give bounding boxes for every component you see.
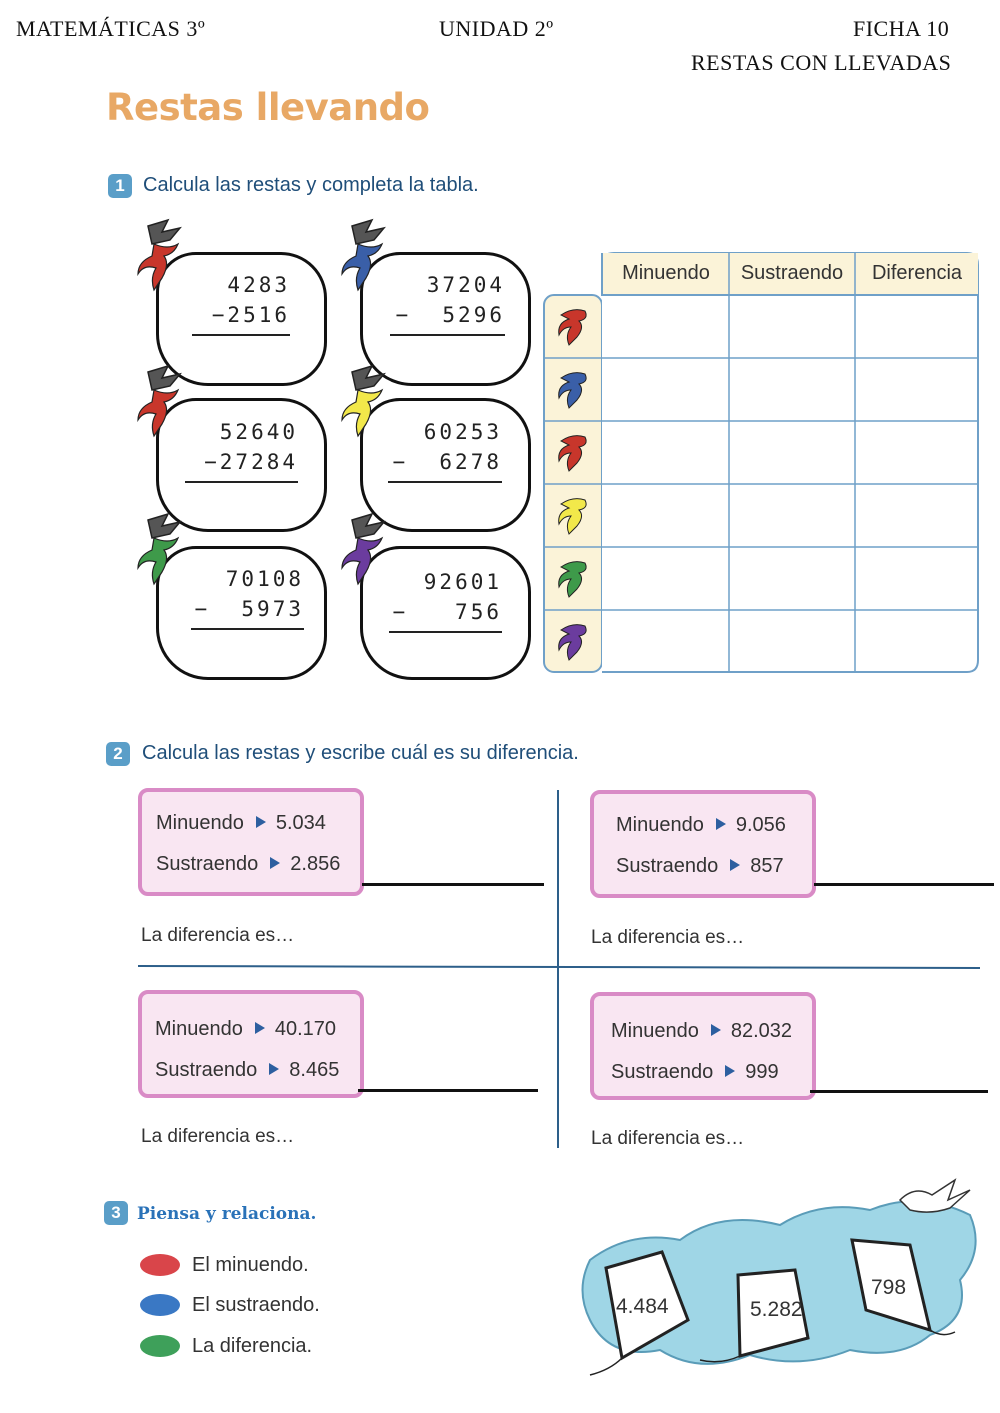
row-ribbon-icon: [555, 494, 595, 538]
seagull-icon: [900, 1180, 970, 1212]
row-ribbon-icon: [555, 368, 595, 412]
difference-prompt-2: La diferencia es…: [591, 927, 745, 948]
subtraction-card-3: [138, 990, 364, 1098]
unit-label: UNIDAD 2º: [439, 16, 554, 41]
subtrahend-row: [616, 855, 784, 878]
answer-cell[interactable]: [603, 423, 727, 483]
minuend-row: [155, 1018, 336, 1041]
arrow-right-icon: [711, 1024, 721, 1036]
subject-label: MATEMÁTICAS 3º: [16, 16, 206, 41]
answer-cell[interactable]: [729, 612, 853, 672]
answer-cell[interactable]: [855, 612, 979, 672]
arrow-right-icon: [725, 1065, 735, 1077]
section-1-instruction: Calcula las restas y completa la tabla.: [143, 174, 479, 196]
results-table: [543, 251, 980, 674]
result-rule: [185, 481, 298, 483]
arrow-right-icon: [269, 1063, 279, 1075]
blue-color-blob[interactable]: [140, 1294, 180, 1316]
arrow-right-icon: [716, 818, 726, 830]
minuend-value: 9.056: [735, 814, 786, 836]
row-ribbon-icon: [555, 305, 595, 349]
arrow-right-icon: [255, 1022, 265, 1034]
option-minuend: El minuendo.: [192, 1254, 309, 1276]
kite-value-2: 5.282: [750, 1298, 803, 1321]
minuend-number: 52640: [219, 420, 298, 444]
subtrahend-number: − 5973: [194, 597, 304, 621]
minuend-row: [611, 1020, 792, 1043]
minuend-number: 4283: [227, 273, 290, 297]
section-3-badge: 3: [104, 1201, 128, 1225]
subtrahend-number: −2516: [211, 303, 290, 327]
green-color-blob[interactable]: [140, 1335, 180, 1357]
kite-value-1: 4.484: [616, 1295, 669, 1318]
option-subtrahend: El sustraendo.: [192, 1294, 320, 1316]
result-rule: [389, 631, 502, 633]
answer-cell[interactable]: [729, 297, 853, 357]
minuend-row: [156, 812, 326, 835]
result-rule: [390, 334, 505, 336]
answer-cell[interactable]: [603, 612, 727, 672]
option-difference: La diferencia.: [192, 1335, 313, 1357]
subtrahend-label: Sustraendo: [155, 1059, 258, 1081]
answer-cell[interactable]: [729, 486, 853, 546]
section-2-badge: 2: [106, 742, 130, 766]
minuend-label: Minuendo: [611, 1020, 699, 1042]
worksheet-number: FICHA 10: [853, 16, 950, 41]
subtrahend-row: [155, 1059, 339, 1082]
minuend-number: 70108: [225, 567, 304, 591]
answer-cell[interactable]: [855, 297, 979, 357]
result-rule: [191, 628, 304, 630]
subtrahend-number: − 6278: [392, 450, 502, 474]
subtrahend-number: − 5296: [395, 303, 505, 327]
result-rule: [388, 481, 502, 483]
arrow-right-icon: [270, 857, 280, 869]
subtrahend-number: − 756: [392, 600, 502, 624]
subtrahend-label: Sustraendo: [611, 1061, 714, 1083]
minuend-number: 60253: [423, 420, 502, 444]
subtrahend-label: Sustraendo: [616, 855, 719, 877]
answer-cell[interactable]: [729, 360, 853, 420]
answer-cell[interactable]: [855, 360, 979, 420]
answer-cell[interactable]: [603, 486, 727, 546]
subtrahend-value: 8.465: [289, 1059, 340, 1081]
minuend-label: Minuendo: [155, 1018, 243, 1040]
answer-cell[interactable]: [855, 549, 979, 609]
row-ribbon-icon: [555, 557, 595, 601]
subtraction-card-1: [138, 788, 364, 896]
minuend-value: 5.034: [275, 812, 326, 834]
answer-cell[interactable]: [603, 360, 727, 420]
answer-line-4[interactable]: [810, 1090, 988, 1093]
arrow-right-icon: [730, 859, 740, 871]
subtrahend-value: 999: [745, 1061, 779, 1083]
row-ribbon-icon: [555, 620, 595, 664]
arrow-right-icon: [256, 816, 266, 828]
section-2-instruction: Calcula las restas y escribe cuál es su diferencia.: [142, 742, 579, 764]
header-minuendo: Minuendo: [622, 262, 710, 284]
minuend-number: 37204: [426, 273, 505, 297]
answer-cell[interactable]: [855, 486, 979, 546]
subtrahend-label: Sustraendo: [156, 853, 259, 875]
minuend-label: Minuendo: [616, 814, 704, 836]
subtraction-card-2: [590, 790, 816, 898]
header-diferencia: Diferencia: [871, 262, 963, 284]
kite-value-3: 798: [871, 1276, 907, 1299]
subtrahend-row: [611, 1061, 779, 1084]
result-rule: [192, 334, 290, 336]
difference-prompt-1: La diferencia es…: [141, 925, 295, 946]
subtraction-card-4: [590, 992, 816, 1100]
answer-cell[interactable]: [603, 297, 727, 357]
subtrahend-row: [156, 853, 340, 876]
subtrahend-value: 857: [750, 855, 784, 877]
answer-cell[interactable]: [855, 423, 979, 483]
minuend-value: 40.170: [274, 1018, 337, 1040]
answer-line-2[interactable]: [814, 883, 994, 886]
red-color-blob[interactable]: [140, 1254, 180, 1276]
subtrahend-value: 2.856: [290, 853, 341, 875]
header-sustraendo: Sustraendo: [740, 262, 844, 284]
minuend-row: [616, 814, 786, 837]
kites-illustration: [570, 1170, 990, 1400]
answer-line-3[interactable]: [358, 1089, 538, 1092]
section-3-instruction: Piensa y relaciona.: [137, 1204, 317, 1224]
worksheet-subtitle: RESTAS CON LLEVADAS: [691, 50, 952, 75]
section-1-badge: 1: [108, 174, 132, 198]
minuend-number: 92601: [423, 570, 502, 594]
page-title: Restas llevando: [106, 86, 430, 129]
subtrahend-number: −27284: [204, 450, 298, 474]
answer-cell[interactable]: [603, 549, 727, 609]
answer-cell[interactable]: [729, 549, 853, 609]
minuend-value: 82.032: [730, 1020, 793, 1042]
row-ribbon-icon: [555, 431, 595, 475]
difference-prompt-3: La diferencia es…: [141, 1126, 295, 1147]
answer-line-1[interactable]: [362, 883, 544, 886]
answer-cell[interactable]: [729, 423, 853, 483]
minuend-label: Minuendo: [156, 812, 244, 834]
difference-prompt-4: La diferencia es…: [591, 1128, 745, 1149]
